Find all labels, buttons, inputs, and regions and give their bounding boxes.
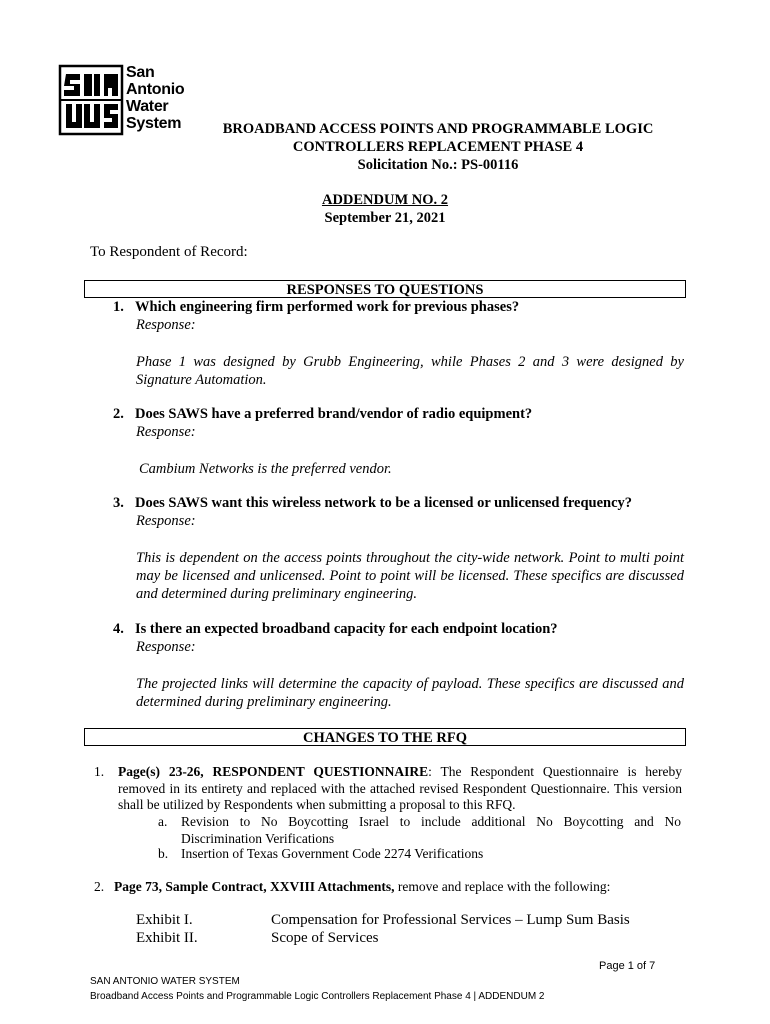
addendum-date: September 21, 2021 <box>324 210 446 226</box>
question-2: 2. Does SAWS have a preferred brand/vendor of radio equipment? <box>113 406 533 422</box>
solicitation-number: Solicitation No.: PS-00116 <box>357 157 519 173</box>
change-1-sub-b: Insertion of Texas Government Code 2274 Verifications <box>181 846 484 861</box>
response-2: Cambium Networks is the preferred vendor. <box>139 461 392 477</box>
change-1-sub-b-letter: b. <box>158 846 169 861</box>
response-label: Response: <box>136 424 196 440</box>
logo-line: San <box>126 64 155 81</box>
change-1-text: Page(s) 23-26, RESPONDENT QUESTIONNAIRE: The Respondent Questionnaire is hereby removed in its entirety and replaced with the attached revised Respondent Questionnaire. This version shall be utilized by Respondents when submitting a proposal to this RFQ. <box>118 764 683 812</box>
footer-project: Broadband Access Points and Programmable Logic Controllers Replacement Phase 4 | ADDENDUM 2 <box>90 991 545 1002</box>
logo-line: Water <box>126 98 169 115</box>
exhibit-2-title: Scope of Services <box>271 930 379 946</box>
title-line-1: BROADBAND ACCESS POINTS AND PROGRAMMABLE LOGIC <box>222 121 654 137</box>
response-label: Response: <box>136 317 196 333</box>
title-line-2: CONTROLLERS REPLACEMENT PHASE 4 <box>292 139 584 155</box>
exhibit-2-label: Exhibit II. <box>136 930 198 946</box>
response-4: The projected links will determine the capacity of payload. These specifics are discussed and determined during preliminary engineering. <box>136 676 684 710</box>
change-2-text: Page 73, Sample Contract, XXVIII Attachments, remove and replace with the following: <box>114 879 611 894</box>
logo-text <box>126 64 184 132</box>
response-1: Phase 1 was designed by Grubb Engineering, while Phases 2 and 3 were designed by Signature Automation. <box>136 354 684 388</box>
logo-line: System <box>126 115 182 132</box>
saws-logo <box>58 64 190 136</box>
exhibit-1-label: Exhibit I. <box>136 912 193 928</box>
page-number: Page 1 of 7 <box>599 960 656 972</box>
response-label: Response: <box>136 513 196 529</box>
greeting: To Respondent of Record: <box>90 244 248 260</box>
response-3: This is dependent on the access points throughout the city-wide network. Point to multi point may be licensed and unlicensed. Point to point will be licensed. These specifics are discussed and determined during preliminary engineering. <box>136 550 684 602</box>
change-2-number: 2. <box>94 879 105 894</box>
changes-heading: CHANGES TO THE RFQ <box>84 728 686 746</box>
exhibit-1-title: Compensation for Professional Services – Lump Sum Basis <box>271 912 630 928</box>
change-1-number: 1. <box>94 764 105 779</box>
question-3: 3. Does SAWS want this wireless network to be a licensed or unlicensed frequency? <box>113 495 633 511</box>
logo-line: Antonio <box>126 81 185 98</box>
response-label: Response: <box>136 639 196 655</box>
change-1-sub-a-letter: a. <box>158 814 168 829</box>
responses-heading: RESPONSES TO QUESTIONS <box>84 280 686 298</box>
question-4: 4. Is there an expected broadband capacity for each endpoint location? <box>113 621 558 637</box>
question-1: 1. Which engineering firm performed work for previous phases? <box>113 299 520 315</box>
addendum-number: ADDENDUM NO. 2 <box>321 192 449 208</box>
footer-org: SAN ANTONIO WATER SYSTEM <box>90 976 240 987</box>
saws-logo-mark <box>58 64 124 136</box>
document-header <box>198 120 678 174</box>
change-1-sub-a: Revision to No Boycotting Israel to include additional No Boycotting and No Discrimination Verifications <box>181 814 681 846</box>
